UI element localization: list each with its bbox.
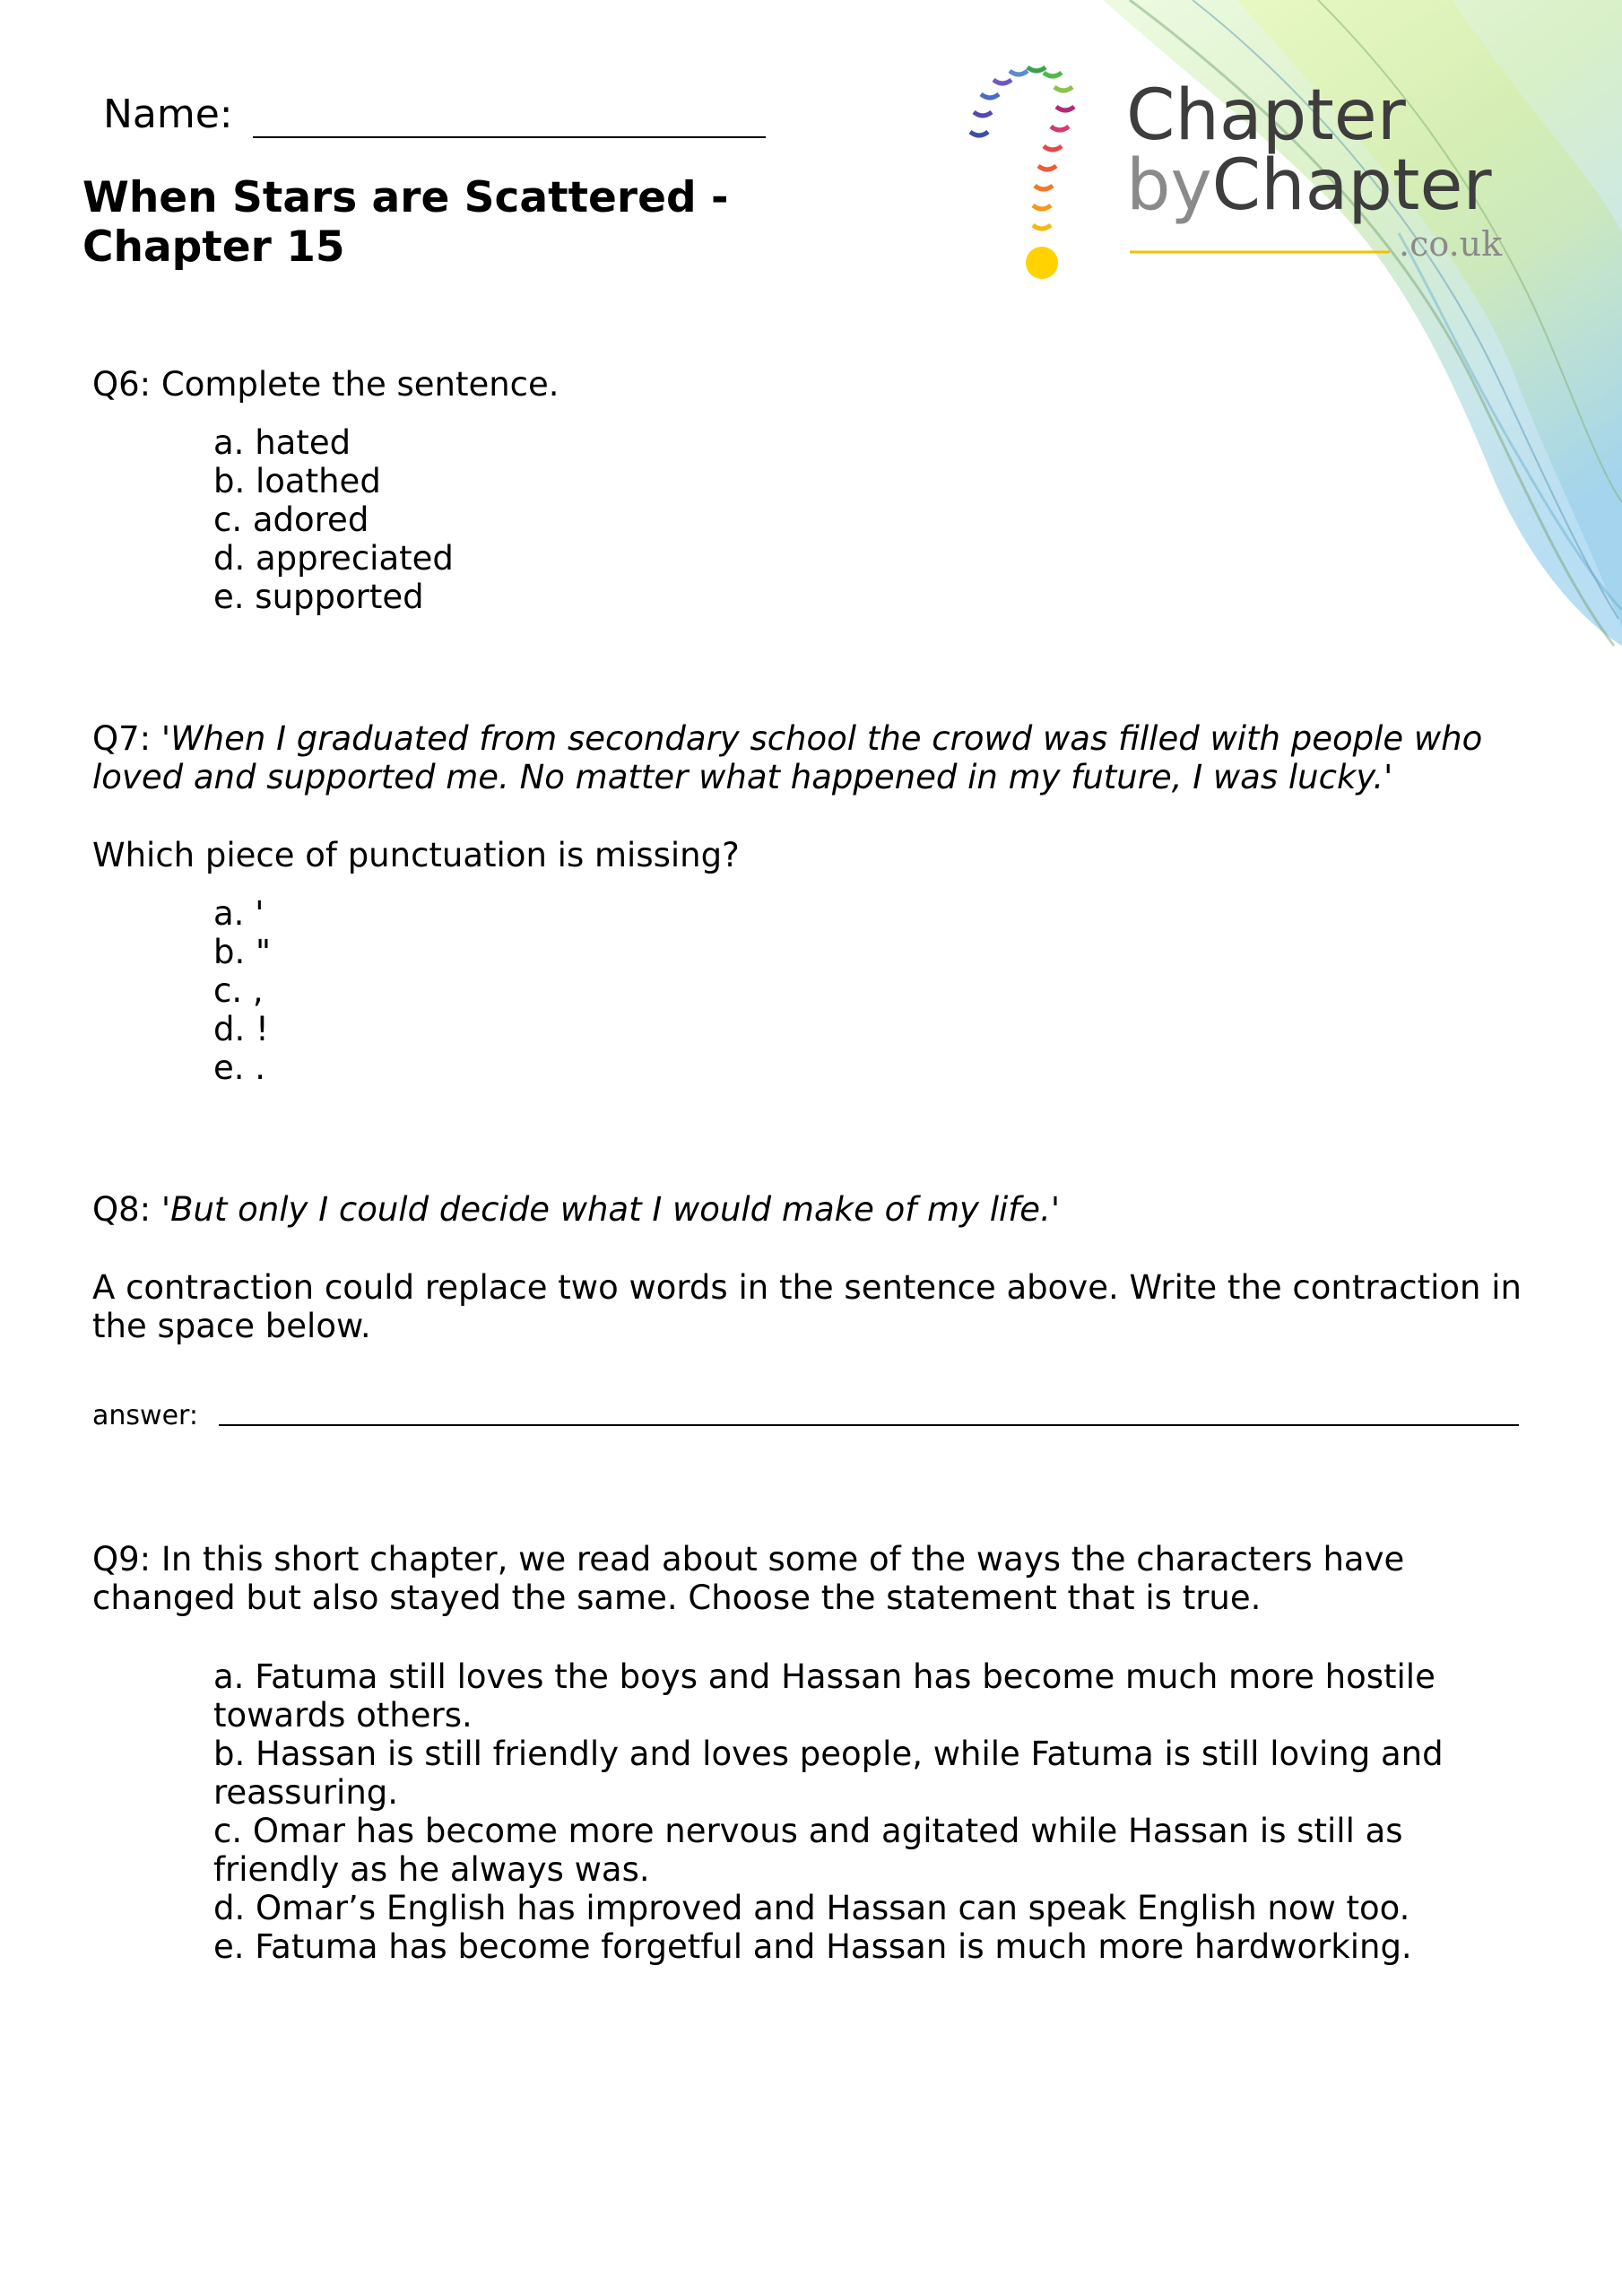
logo-line2 xyxy=(1126,145,1492,226)
q6-option[interactable]: d. appreciated xyxy=(213,539,454,578)
name-input-line[interactable] xyxy=(253,136,766,138)
q6-option[interactable]: c. adored xyxy=(213,500,369,539)
q6-label: Q6: xyxy=(92,365,152,404)
q9-option[interactable]: e. Fatuma has become forgetful and Hassan is much more hardworking. xyxy=(213,1927,1412,1966)
q6-prompt: Complete the sentence. xyxy=(160,365,559,404)
q7-quote: 'When I graduated from secondary school the crowd was filled with people who loved and supported me. No matter what happened in my future, I was lucky.' xyxy=(92,719,1483,796)
logo-by: by xyxy=(1126,145,1212,226)
q8-prompt: A contraction could replace two words in the sentence above. Write the contraction in the space below. xyxy=(92,1268,1522,1345)
q9-options xyxy=(213,1657,1531,1966)
logo-domain: .co.uk xyxy=(1399,224,1503,264)
q7-label: Q7: xyxy=(92,719,152,758)
q6-option[interactable]: b. loathed xyxy=(213,462,381,500)
logo-line1: Chapter xyxy=(1126,75,1406,156)
q9-option[interactable]: c. Omar has become more nervous and agitated while Hassan is still as friendly as he always was. xyxy=(213,1812,1403,1889)
q9-option[interactable]: a. Fatuma still loves the boys and Hassan has become much more hostile towards others. xyxy=(213,1657,1436,1735)
q8-quote: 'But only I could decide what I would make of my life.' xyxy=(160,1190,1060,1229)
q7-prompt: Which piece of punctuation is missing? xyxy=(92,836,740,874)
q7-option[interactable]: c. , xyxy=(213,971,264,1010)
q7-option[interactable]: a. ' xyxy=(213,894,265,933)
q6-option[interactable]: e. supported xyxy=(213,578,424,616)
q9-option[interactable]: d. Omar’s English has improved and Hassan can speak English now too. xyxy=(213,1889,1410,1927)
question-7 xyxy=(92,719,1491,796)
answer-input-line[interactable] xyxy=(219,1424,1519,1426)
q9-prompt: In this short chapter, we read about some of the ways the characters have changed but also stayed the same. Choose the statement that is true. xyxy=(92,1540,1405,1617)
question-9 xyxy=(92,1540,1473,1617)
q8-label: Q8: xyxy=(92,1190,152,1229)
question-6 xyxy=(92,365,1527,404)
chapter-by-chapter-logo xyxy=(950,49,1542,318)
q7-option[interactable]: d. ! xyxy=(213,1010,269,1048)
q7-options xyxy=(213,894,1540,1087)
q7-option[interactable]: e. . xyxy=(213,1048,266,1087)
question-8 xyxy=(92,1190,1527,1229)
q9-option[interactable]: b. Hassan is still friendly and loves people, while Fatuma is still loving and reassuring. xyxy=(213,1735,1444,1812)
yellow-dot-icon xyxy=(1026,247,1058,279)
worksheet-title: When Stars are Scattered - Chapter 15 xyxy=(82,173,729,272)
logo-chapter: Chapter xyxy=(1211,145,1492,226)
name-label: Name: xyxy=(103,91,233,137)
book-arc-icon xyxy=(970,67,1074,229)
q6-options xyxy=(213,423,1540,616)
answer-label: answer: xyxy=(92,1400,198,1431)
q9-label: Q9: xyxy=(92,1540,152,1578)
q6-option[interactable]: a. hated xyxy=(213,423,351,462)
q7-option[interactable]: b. " xyxy=(213,933,272,971)
